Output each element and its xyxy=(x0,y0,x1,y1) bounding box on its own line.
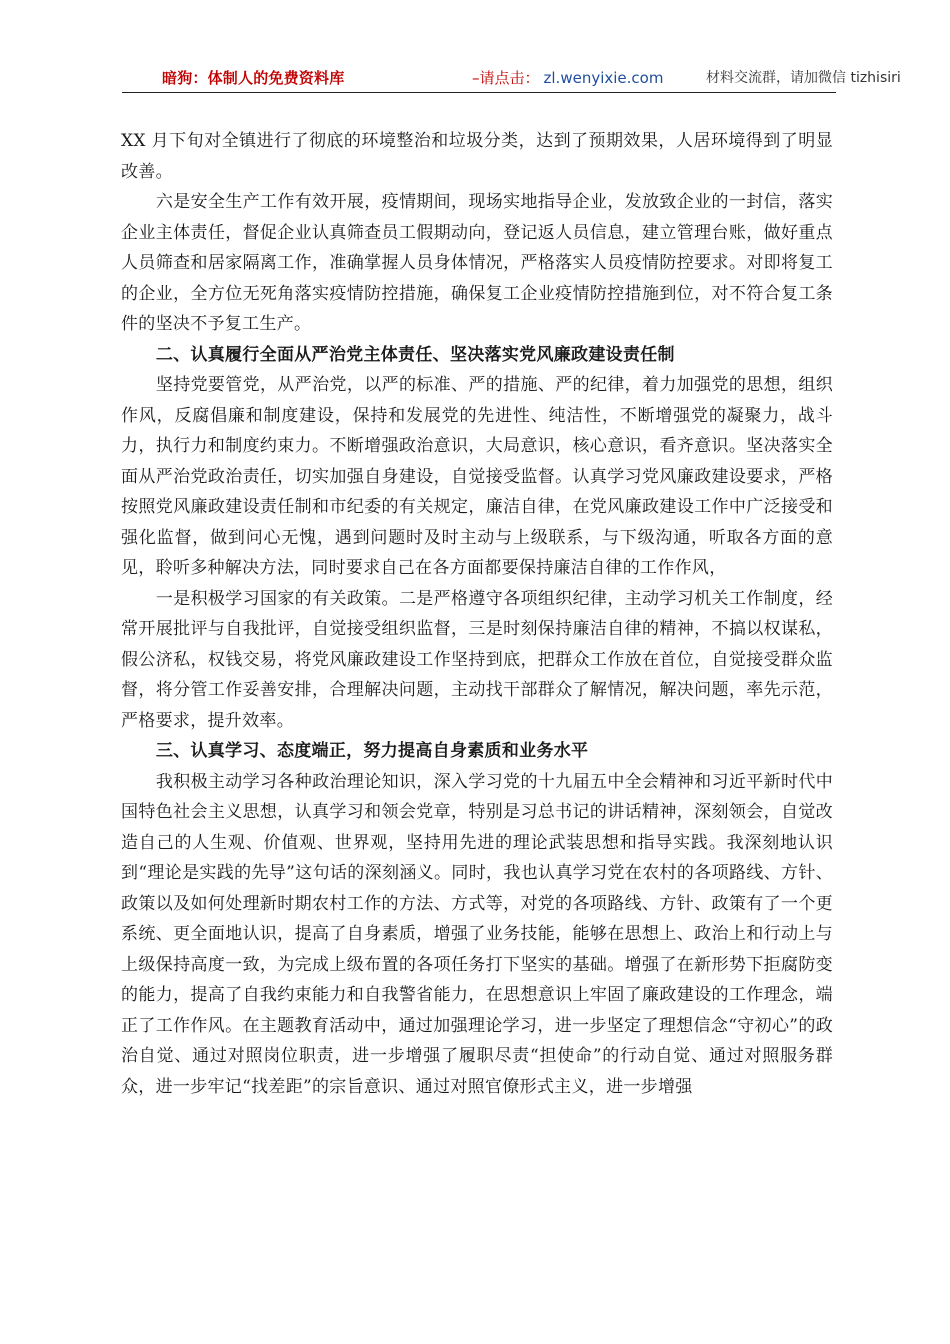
section-heading-3: 三、认真学习、态度端正，努力提高自身素质和业务水平 xyxy=(155,741,589,761)
header-contact: 材料交流群，请加微信 tizhisiri xyxy=(706,70,901,86)
header-link-group xyxy=(472,66,663,90)
paragraph-policy-study: 一是积极学习国家的有关政策。二是严格遵守各项组织纪律，主动学习机关工作制度，经常开展批评与自我批评，自觉接受组织监督，三是时刻保持廉洁自律的精神，不搞以权谋私，假公济私，权钱交易，将党风廉政建设工作坚持到底，把群众工作放在首位，自觉接受群众监督，将分管工作妥善安排，合理解决问题，主动找干部群众了解情况，解决问题，率先示范，严格要求，提升效率。 xyxy=(121,588,833,731)
header-brand: 暗狗：体制人的免费资料库 xyxy=(162,69,345,87)
paragraph-theory-study: 我积极主动学习各种政治理论知识，深入学习党的十九届五中全会精神和习近平新时代中国特色社会主义思想，认真学习和领会党章，特别是习总书记的讲话精神，深刻领会，自觉改造自己的人生观、价值观、世界观，坚持用先进的理论武装思想和指导实践。我深刻地认识到“理论是实践的先导”这句话的深刻涵义。同时，我也认真学习党在农村的各项路线、方针、政策以及如何处理新时期农村工作的方法、方式等，对党的各项路线、方针、政策有了一个更系统、更全面地认识，提高了自身素质，增强了业务技能，能够在思想上、政治上和行动上与上级保持高度一致，为完成上级布置的各项任务打下坚实的基础。增强了在新形势下拒腐防变的能力，提高了自我约束能力和自我警省能力，在思想意识上牢固了廉政建设的工作理念，端正了工作作风。在主题教育活动中，通过加强理论学习，进一步坚定了理想信念“守初心”的政治自觉、通过对照岗位职责，进一步增强了履职尽责“担使命”的行动自觉、通过对照服务群众，进一步牢记“找差距”的宗旨意识、通过对照官僚形式主义，进一步增强 xyxy=(121,771,833,1097)
header-click-prefix: –请点击： xyxy=(472,69,540,87)
header-link[interactable]: zl.wenyixie.com xyxy=(543,69,664,87)
page-header xyxy=(122,66,901,93)
section-heading-2: 二、认真履行全面从严治党主体责任、坚决落实党风廉政建设责任制 xyxy=(155,344,675,365)
paragraph-party-discipline: 坚持党要管党，从严治党，以严的标准、严的措施、严的纪律，着力加强党的思想，组织作风，反腐倡廉和制度建设，保持和发展党的先进性、纯洁性，不断增强党的凝聚力，战斗力，执行力和制度约束力。不断增强政治意识，大局意识，核心意识，看齐意识。坚决落实全面从严治党政治责任，切实加强自身建设，自觉接受监督。认真学习党风廉政建设要求，严格按照党风廉政建设责任制和市纪委的有关规定，廉洁自律，在党风廉政建设工作中广泛接受和强化监督，做到问心无愧，遇到问题时及时主动与上级联系，与下级沟通，听取各方面的意见，聆听多种解决方法，同时要求自己在各方面都要保持廉洁自律的工作作风， xyxy=(121,375,833,578)
document-body xyxy=(121,126,833,1102)
paragraph-safety-production: 六是安全生产工作有效开展，疫情期间，现场实地指导企业，发放致企业的一封信，落实企业主体责任，督促企业认真筛查员工假期动向，登记返人员信息，建立管理台账，做好重点人员筛查和居家隔离工作，准确掌握人员身体情况，严格落实人员疫情防控要求。对即将复工的企业，全方位无死角落实疫情防控措施，确保复工企业疫情防控措施到位，对不符合复工条件的坚决不予复工生产。 xyxy=(121,192,833,334)
paragraph-continuation: XX 月下旬对全镇进行了彻底的环境整治和垃圾分类，达到了预期效果，人居环境得到了明显改善。 xyxy=(121,131,833,182)
